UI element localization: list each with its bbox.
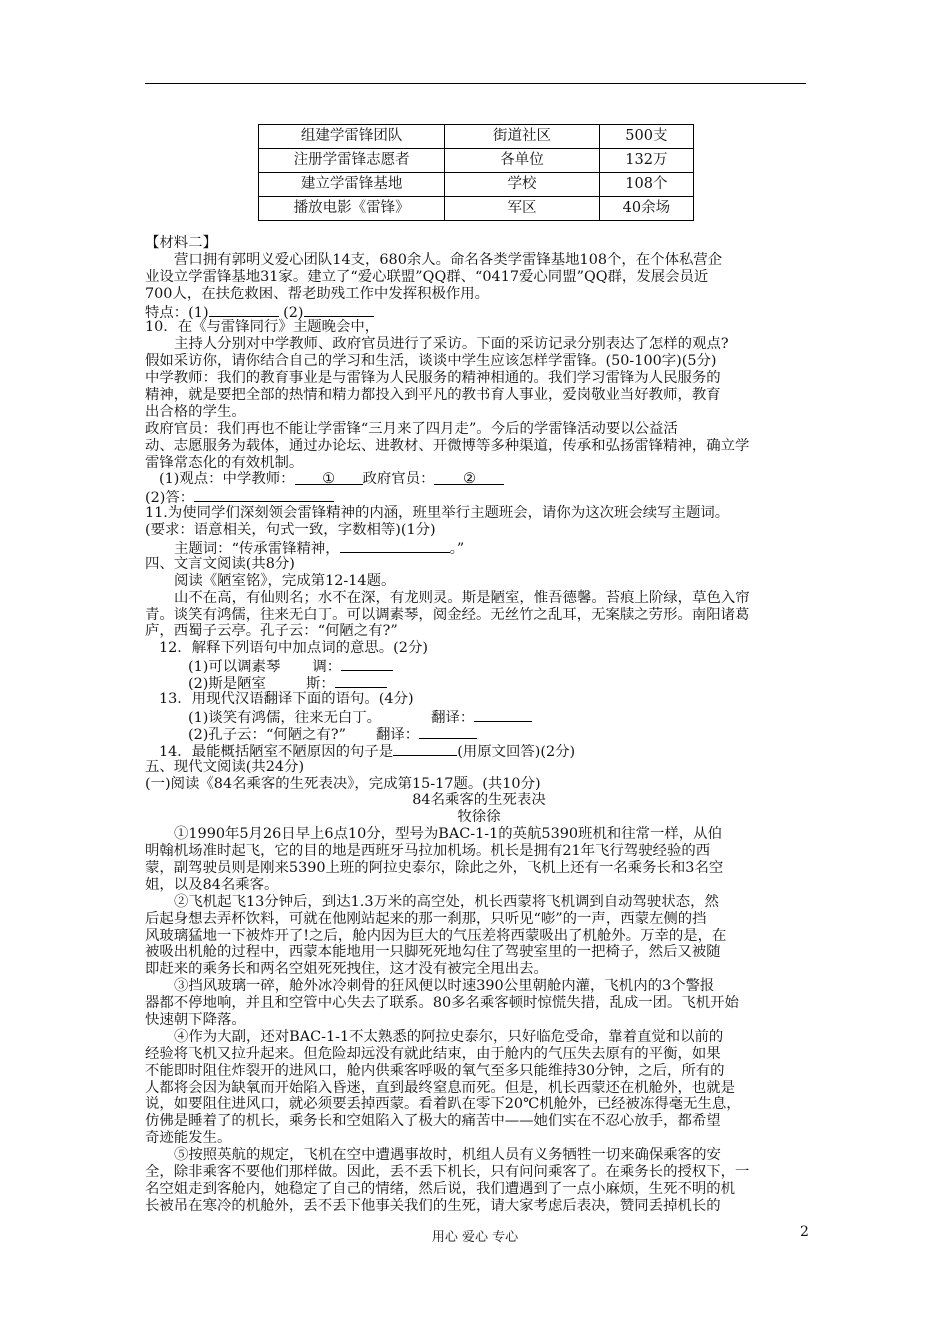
table-cell: 各单位 [445, 149, 599, 173]
question-text: (用原文回答)(2分) [457, 743, 576, 760]
table-cell: 军区 [445, 197, 599, 221]
page-footer: 用心 爱心 专心 [431, 1230, 519, 1245]
table-row [259, 173, 694, 197]
table-cell: 108个 [599, 173, 693, 197]
paragraph-line: (要求：语意相关，句式一致，字数相等)(1分) [145, 522, 436, 539]
table-cell: 街道社区 [445, 125, 599, 149]
question-text: 。” [449, 541, 465, 558]
document-body [145, 235, 813, 1215]
table-cell: 播放电影《雷锋》 [259, 197, 445, 221]
question-text: (1)可以调素琴 [188, 659, 281, 676]
paragraph-line: 名空姐走到客舱内，她稳定了自己的情绪，然后说，我们遭遇到了一点小麻烦，生死不明的机 [145, 1180, 736, 1197]
question-text: 斯： [305, 676, 335, 693]
paragraph-line: 说，如要阻住进风口，就必须要丢掉西蒙。看着趴在零下20℃机舱外，已经被冻得毫无生息， [145, 1096, 741, 1113]
paragraph-line: 动、志愿服务为载体，通过办论坛、进教材、开微博等多种渠道，传承和弘扬雷锋精神，确立学 [145, 437, 750, 454]
paragraph-line: 主持人分别对中学教师、政府官员进行了采访。下面的采访记录分别表达了怎样的观点? [174, 336, 729, 353]
table-row [259, 197, 694, 221]
paragraph-line: ⑤按照英航的规定，飞机在空中遭遇事故时，机组人员有义务牺牲一切来确保乘客的安 [174, 1147, 721, 1164]
answer-blank[interactable] [341, 657, 393, 671]
table-cell: 组建学雷锋团队 [259, 125, 445, 149]
paragraph-line: 奇迹能发生。 [145, 1130, 232, 1147]
paragraph-line: 出合格的学生。 [145, 403, 246, 420]
paragraph-line: 长被吊在寒冷的机舱外，丢不丢下他事关我们的生死，请大家考虑后表决，赞同丢掉机长的 [145, 1197, 721, 1214]
paragraph-line: 雷锋常态化的有效机制。 [145, 454, 304, 471]
table-row [259, 149, 694, 173]
question-line [145, 657, 813, 674]
paragraph-line: 明翰机场准时起飞，它的目的地是西班牙马拉加机场。机长是拥有21年飞行驾驶经验的西 [145, 843, 711, 860]
paragraph-line: 全，除非乘客不要他们那样做。因此，丢不丢下机长，只有问问乘客了。在乘务长的授权下，一 [145, 1163, 750, 1180]
answer-blank[interactable] [194, 488, 334, 502]
question-text: (1)谈笑有鸿儒，往来无白丁。 [188, 709, 382, 726]
paragraph-line: 中学教师：我们的教育事业是与雷锋为人民服务的精神相通的。我们学习雷锋为人民服务的 [145, 370, 721, 387]
answer-blank[interactable] [393, 742, 457, 756]
table-cell: 500支 [599, 125, 693, 149]
paragraph-line: 700人，在扶危救困、帮老助残工作中发挥积极作用。 [145, 285, 490, 302]
question-line: (一)阅读《84名乘客的生死表决》，完成第15-17题。(共10分) [145, 775, 541, 792]
paragraph-line: 经验将飞机又拉升起来。但危险却远没有就此结束，由于舱内的气压失去原有的平衡，如果 [145, 1045, 721, 1062]
question-line [145, 539, 813, 556]
paragraph-line: 山不在高，有仙则名；水不在深，有龙则灵。斯是陋室，惟吾德馨。苔痕上阶绿，草色入帘 [174, 589, 750, 606]
question-text: (2)斯是陋室 [188, 676, 266, 693]
features-line [145, 303, 813, 320]
paragraph-line: 不能即时阻住炸裂开的进风口，舱内供乘客呼吸的氧气至多只能维持30分钟，之后，所有的 [145, 1062, 725, 1079]
paragraph-line: ④作为大副，还对BAC-1-1不太熟悉的阿拉史泰尔，只好临危受命，靠着直觉和以前的 [174, 1028, 724, 1045]
header-rule [145, 83, 806, 84]
question-text: 政府官员： [362, 471, 435, 488]
question-line [145, 708, 813, 725]
paragraph-line: ②飞机起飞13分钟后，到达1.3万米的高空处，机长西蒙将飞机调到自动驾驶状态，然 [174, 893, 719, 910]
question-text: 14．最能概括陋室不陋原因的句子是 [159, 743, 394, 760]
question-text: 翻译： [431, 709, 475, 726]
paragraph-line: 营口拥有郭明义爱心团队14支，680余人。命名各类学雷锋基地108个，在个体私营企 [174, 251, 723, 268]
table-row [259, 125, 694, 149]
answer-blank[interactable] [209, 303, 279, 317]
section-heading: 【材料二】 [145, 235, 217, 251]
paragraph-line: 政府官员：我们再也不能让学雷锋“三月来了四月走”。今后的学雷锋活动要以公益活 [145, 420, 678, 437]
question-line: 13．用现代汉语翻译下面的语句。(4分) [159, 691, 414, 708]
question-text: 翻译： [375, 726, 420, 743]
answer-blank[interactable] [474, 708, 532, 722]
section-heading: 五、现代文阅读(共24分) [145, 758, 305, 775]
paragraph-line: 风玻璃猛地一下被炸开了!之后，舱内因为巨大的气压差将西蒙吸出了机舱外。万幸的是，在 [145, 927, 727, 944]
paragraph-line: 后起身想去弄杯饮料，可就在他刚站起来的那一刹那，只听见“嘭”的一声，西蒙左侧的挡 [145, 910, 707, 927]
paragraph-line: 业设立学雷锋基地31家。建立了“爱心联盟”QQ群、“0417爱心同盟”QQ群，发展会员近 [145, 268, 709, 285]
table-cell: 学校 [445, 173, 599, 197]
question-text: (2)孔子云：“何陋之有?” [188, 726, 346, 743]
table-cell: 注册学雷锋志愿者 [259, 149, 445, 173]
table-cell: 建立学雷锋基地 [259, 173, 445, 197]
question-text: (1)观点：中学教师： [159, 471, 295, 488]
volunteer-table [258, 124, 694, 221]
article-title: 84名乘客的生死表决 [412, 792, 546, 809]
paragraph-line: 精神，就是要把全部的热情和精力都投入到平凡的教书育人事业，爱岗敬业当好教师，教育 [145, 387, 721, 404]
paragraph-line: ①1990年5月26日早上6点10分，型号为BAC-1-1的英航5390班机和往常一样，从伯 [174, 826, 722, 843]
question-text: 调： [312, 659, 342, 676]
page-number: 2 [800, 1224, 809, 1240]
question-line [145, 725, 813, 742]
answer-blank[interactable] [340, 539, 450, 553]
answer-blank[interactable] [304, 303, 374, 317]
features-label: 特点：(1) [145, 304, 209, 321]
table-cell: 40余场 [599, 197, 693, 221]
table-cell: 132万 [599, 149, 693, 173]
question-text: 主题词：“传承雷锋精神， [174, 541, 340, 558]
answer-blank-2[interactable]: ② [434, 471, 504, 485]
paragraph-line: 快速朝下降落。 [145, 1011, 246, 1028]
paragraph-line: 人都将会因为缺氧而开始陷入昏迷，直到最终窒息而死。但是，机长西蒙还在机舱外，也就是 [145, 1079, 736, 1096]
section-heading: 四、文言文阅读(共8分) [145, 555, 295, 572]
paragraph-line: 被吸出机舱的过程中，西蒙本能地用一只脚死死地勾住了驾驶室里的一把椅子，然后又被随 [145, 944, 721, 961]
answer-blank[interactable] [335, 674, 387, 688]
question-line [145, 471, 813, 488]
paragraph-line: 假如采访你，请你结合自己的学习和生活，谈谈中学生应该怎样学雷锋。(50-100字)(5分) [145, 353, 717, 370]
paragraph-line: 即赶来的乘务长和两名空姐死死拽住，这才没有被完全甩出去。 [145, 961, 548, 978]
features-label-2: (2) [278, 304, 304, 321]
article-author: 牧徐徐 [457, 809, 501, 826]
paragraph-line: 姐，以及84名乘客。 [145, 876, 279, 893]
question-line: 10．在《与雷锋同行》主题晚会中， [145, 319, 380, 336]
question-line [145, 742, 813, 759]
paragraph-line: 器都不停地响，并且和空管中心失去了联系。80多名乘客顿时惊慌失措，乱成一团。飞机开始 [145, 995, 739, 1012]
question-line: 12．解释下列语句中加点词的意思。(2分) [159, 640, 428, 657]
question-line [145, 488, 813, 505]
answer-blank-1[interactable]: ① [295, 471, 363, 485]
paragraph-line: ③挡风玻璃一碎，舱外冰冷刺骨的狂风便以时速390公里朝舱内灌，飞机内的3个警报 [174, 978, 715, 995]
paragraph-line: 仿佛是睡着了的机长，乘务长和空姐陷入了极大的痛苦中——她们实在不忍心放手，都希望 [145, 1113, 721, 1130]
paragraph-line: 阅读《陋室铭》，完成第12-14题。 [174, 572, 396, 589]
question-line [145, 674, 813, 691]
question-line: 11.为使同学们深刻领会雷锋精神的内涵，班里举行主题班会，请你为这次班会续写主题词。 [145, 505, 730, 522]
question-text: (2)答： [145, 490, 195, 507]
paragraph-line: 青。谈笑有鸿儒，往来无白丁。可以调素琴，阅金经。无丝竹之乱耳，无案牍之劳形。南阳诸葛 [145, 606, 750, 623]
answer-blank[interactable] [419, 725, 477, 739]
paragraph-line: 蒙，副驾驶员则是刚来5390上班的阿拉史泰尔，除此之外，飞机上还有一名乘务长和3名空 [145, 859, 724, 876]
paragraph-line: 庐，西蜀子云亭。孔子云：“何陋之有?” [145, 623, 398, 640]
